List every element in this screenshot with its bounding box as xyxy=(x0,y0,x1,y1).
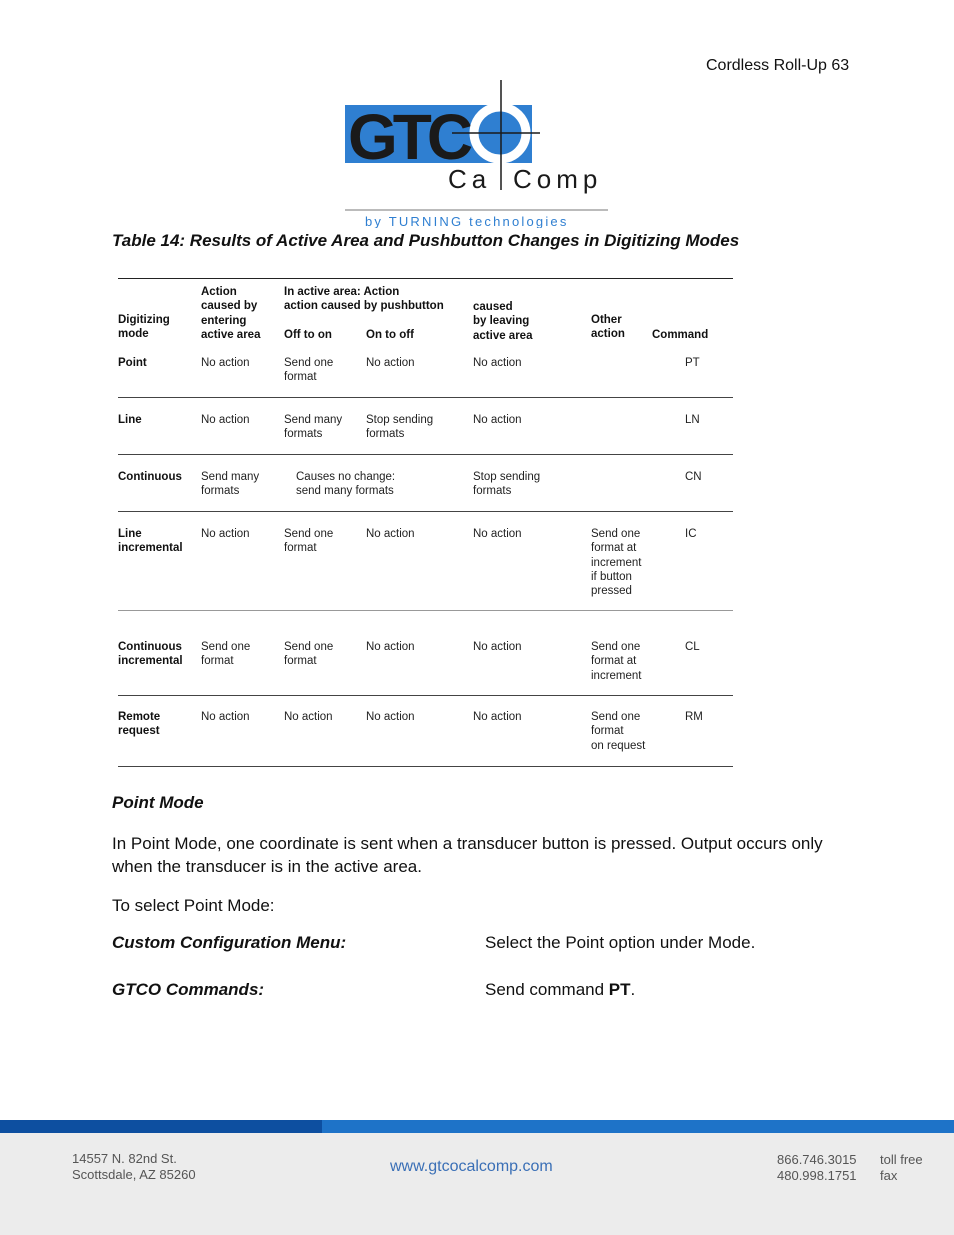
row-on-to-off: No action xyxy=(366,641,415,653)
row-command: PT xyxy=(685,357,700,369)
row-divider xyxy=(118,511,733,512)
row-other-action: Send one format at increment xyxy=(591,641,642,682)
row-mode: Continuous incremental xyxy=(118,641,183,668)
page-header-label: Cordless Roll-Up 63 xyxy=(706,57,850,74)
footer-address xyxy=(72,1151,196,1182)
row-off-to-on: Send one format xyxy=(284,528,334,555)
table-top-rule xyxy=(118,278,733,279)
row-leaving: No action xyxy=(473,414,522,426)
row-divider xyxy=(118,454,733,455)
row-command: IC xyxy=(685,528,697,540)
footer-phones xyxy=(777,1152,857,1184)
row-pushbutton-merged: Causes no change: send many formats xyxy=(296,471,396,498)
header-pushbutton-group: In active area: Action action caused by pushbutton xyxy=(284,286,444,313)
label-fax: fax xyxy=(880,1168,898,1183)
row-other-action: Send one format at increment if button pressed xyxy=(591,528,642,598)
header-action-entering: Action caused by entering active area xyxy=(201,286,261,341)
row-mode: Line xyxy=(118,414,142,426)
header-other-action: Other action xyxy=(591,314,625,341)
header-on-to-off: On to off xyxy=(366,329,414,341)
commands-suffix: . xyxy=(630,980,636,999)
row-mode: Remote request xyxy=(118,711,161,738)
label-toll-free: toll free xyxy=(880,1152,923,1167)
footer-phone-labels xyxy=(880,1152,923,1184)
header-caused-by-leaving: caused by leaving active area xyxy=(473,301,533,342)
svg-text:by TURNING technologies: by TURNING technologies xyxy=(365,214,569,228)
row-off-to-on: Send one format xyxy=(284,357,334,384)
row-leaving: No action xyxy=(473,711,522,723)
gtco-commands-value xyxy=(485,980,635,1000)
gtco-commands-label: GTCO Commands: xyxy=(112,980,265,999)
section-heading: Point Mode xyxy=(112,793,204,812)
page-footer xyxy=(0,1120,954,1235)
row-on-to-off: Stop sending formats xyxy=(366,414,434,441)
row-entering: No action xyxy=(201,357,250,369)
row-divider xyxy=(118,610,733,611)
header-digitizing-mode: Digitizing mode xyxy=(118,314,170,341)
config-menu-value: Select the Point option under Mode. xyxy=(485,933,756,952)
section-paragraph: In Point Mode, one coordinate is sent when a transducer button is pressed. Output occurs only when the transducer is in the active area. xyxy=(112,834,823,876)
gtco-calcomp-logo-graphic xyxy=(340,78,620,228)
row-on-to-off: No action xyxy=(366,528,415,540)
phone-fax: 480.998.1751 xyxy=(777,1168,857,1183)
table-caption: Table 14: Results of Active Area and Pushbutton Changes in Digitizing Modes xyxy=(112,231,740,250)
svg-text:GTC: GTC xyxy=(348,101,469,173)
row-command: CL xyxy=(685,641,700,653)
footer-website-link[interactable]: www.gtcocalcomp.com xyxy=(390,1158,553,1175)
header-off-to-on: Off to on xyxy=(284,329,332,341)
table-bottom-rule xyxy=(118,766,733,767)
company-logo xyxy=(340,78,620,228)
svg-text:Ca: Ca xyxy=(448,164,492,194)
command-code: PT xyxy=(608,980,631,999)
row-leaving: Stop sending formats xyxy=(473,471,541,498)
header-command: Command xyxy=(652,329,709,341)
row-command: CN xyxy=(685,471,702,483)
row-divider xyxy=(118,397,733,398)
row-divider xyxy=(118,695,733,696)
row-on-to-off: No action xyxy=(366,357,415,369)
row-entering: No action xyxy=(201,414,250,426)
select-intro: To select Point Mode: xyxy=(112,896,275,915)
row-entering: Send one format xyxy=(201,641,251,668)
row-entering: No action xyxy=(201,528,250,540)
row-mode: Continuous xyxy=(118,471,182,483)
address-line-2: Scottsdale, AZ 85260 xyxy=(72,1166,196,1182)
row-on-to-off: No action xyxy=(366,711,415,723)
row-off-to-on: Send many formats xyxy=(284,414,343,441)
row-leaving: No action xyxy=(473,641,522,653)
commands-prefix: Send command xyxy=(485,980,609,999)
row-mode: Line incremental xyxy=(118,528,183,555)
row-other-action: Send one format on request xyxy=(591,711,646,752)
config-menu-label: Custom Configuration Menu: xyxy=(112,933,347,952)
row-leaving: No action xyxy=(473,528,522,540)
row-command: RM xyxy=(685,711,703,723)
row-entering: No action xyxy=(201,711,250,723)
svg-text:Comp: Comp xyxy=(513,164,603,194)
row-off-to-on: Send one format xyxy=(284,641,334,668)
footer-color-bar-accent xyxy=(0,1120,322,1133)
row-off-to-on: No action xyxy=(284,711,333,723)
row-leaving: No action xyxy=(473,357,522,369)
row-mode: Point xyxy=(118,357,147,369)
address-line-1: 14557 N. 82nd St. xyxy=(72,1151,177,1166)
row-entering: Send many formats xyxy=(201,471,260,498)
row-command: LN xyxy=(685,414,700,426)
phone-toll-free: 866.746.3015 xyxy=(777,1152,857,1167)
